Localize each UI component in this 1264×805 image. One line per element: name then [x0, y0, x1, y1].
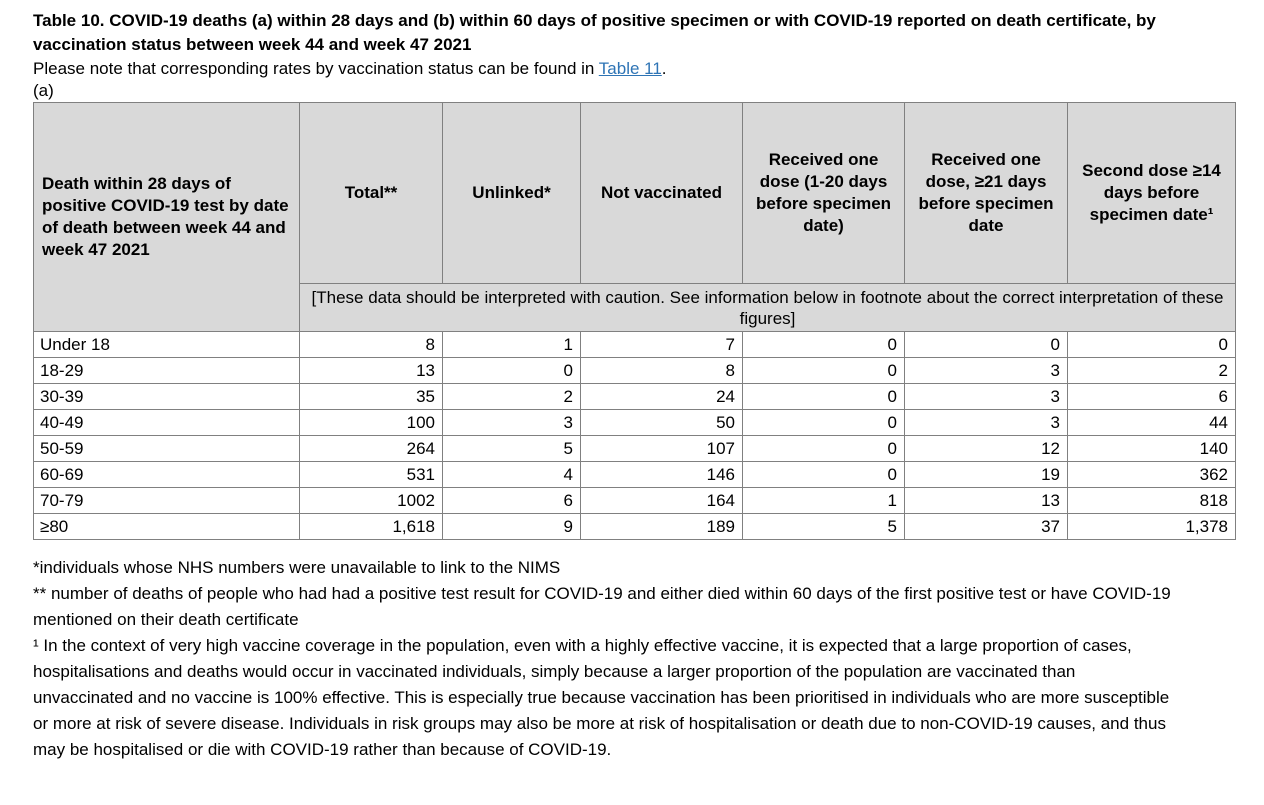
column-header-one-dose-1-20-days: Received one dose (1-20 days before specimen date) [743, 103, 905, 284]
value-cell: 12 [905, 436, 1068, 462]
table-title: Table 10. COVID-19 deaths (a) within 28 days and (b) within 60 days of positive specimen or with COVID-19 reported on death certificate, by vaccination status between week 44 and week 47 2021 [33, 11, 1156, 54]
value-cell: 1 [443, 332, 581, 358]
rates-note-prefix: Please note that corresponding rates by vaccination status can be found in [33, 59, 599, 78]
footnote-vaccine-coverage: ¹ In the context of very high vaccine coverage in the population, even with a highly effective vaccine, it is expected that a large proportion of cases, hospitalisations and deaths would occur in vaccinated individuals, simply because a larger proportion of the population are vaccinated than unvaccinated and no vaccine is 100% effective. This is especially true because vaccination has been prioritised in individuals who are more susceptible or more at risk of severe disease. Individuals in risk groups may also be more at risk of hospitalisation or death due to non-COVID-19 causes, and thus may be hospitalised or die with COVID-19 rather than because of COVID-19. [33, 636, 1170, 759]
value-cell: 19 [905, 462, 1068, 488]
value-cell: 0 [443, 358, 581, 384]
value-cell: 0 [743, 358, 905, 384]
value-cell: 818 [1068, 488, 1236, 514]
age-group-label: 18-29 [34, 358, 300, 384]
column-header-not-vaccinated: Not vaccinated [581, 103, 743, 284]
footnotes-section [33, 555, 1178, 763]
value-cell: 164 [581, 488, 743, 514]
value-cell: 3 [443, 410, 581, 436]
value-cell: 1,378 [1068, 514, 1236, 540]
value-cell: 0 [743, 462, 905, 488]
value-cell: 13 [905, 488, 1068, 514]
table-row [34, 436, 1236, 462]
value-cell: 6 [1068, 384, 1236, 410]
value-cell: 0 [743, 332, 905, 358]
value-cell: 531 [300, 462, 443, 488]
value-cell: 0 [743, 436, 905, 462]
header-row [34, 103, 1236, 284]
table-row [34, 358, 1236, 384]
value-cell: 8 [300, 332, 443, 358]
age-group-label: Under 18 [34, 332, 300, 358]
caution-note: [These data should be interpreted with caution. See information below in footnote about the correct interpretation of these figures] [300, 284, 1236, 332]
column-header-total: Total** [300, 103, 443, 284]
value-cell: 264 [300, 436, 443, 462]
value-cell: 9 [443, 514, 581, 540]
value-cell: 1,618 [300, 514, 443, 540]
table-row [34, 410, 1236, 436]
value-cell: 0 [743, 410, 905, 436]
age-group-label: 40-49 [34, 410, 300, 436]
value-cell: 140 [1068, 436, 1236, 462]
rates-note-suffix: . [661, 59, 667, 78]
column-header-unlinked: Unlinked* [443, 103, 581, 284]
column-header-one-dose-21-days: Received one dose, ≥21 days before specimen date [905, 103, 1068, 284]
age-group-label: 60-69 [34, 462, 300, 488]
value-cell: 3 [905, 410, 1068, 436]
value-cell: 5 [443, 436, 581, 462]
age-group-label: ≥80 [34, 514, 300, 540]
value-cell: 44 [1068, 410, 1236, 436]
table-row [34, 384, 1236, 410]
value-cell: 362 [1068, 462, 1236, 488]
age-group-label: 30-39 [34, 384, 300, 410]
table-row [34, 462, 1236, 488]
row-header-cell: Death within 28 days of positive COVID-19 test by date of death between week 44 and week 47 2021 [34, 103, 300, 332]
value-cell: 3 [905, 384, 1068, 410]
value-cell: 4 [443, 462, 581, 488]
value-cell: 0 [1068, 332, 1236, 358]
table-row [34, 514, 1236, 540]
age-group-label: 50-59 [34, 436, 300, 462]
value-cell: 3 [905, 358, 1068, 384]
column-header-second-dose: Second dose ≥14 days before specimen date¹ [1068, 103, 1236, 284]
value-cell: 7 [581, 332, 743, 358]
section-label-a: (a) [33, 81, 54, 100]
value-cell: 2 [1068, 358, 1236, 384]
age-group-label: 70-79 [34, 488, 300, 514]
table-11-link[interactable]: Table 11 [598, 59, 662, 78]
value-cell: 6 [443, 488, 581, 514]
value-cell: 100 [300, 410, 443, 436]
value-cell: 2 [443, 384, 581, 410]
value-cell: 107 [581, 436, 743, 462]
value-cell: 1 [743, 488, 905, 514]
footnote-total: ** number of deaths of people who had had a positive test result for COVID-19 and either died within 60 days of the first positive test or have COVID-19 mentioned on their death certificate [33, 584, 1171, 629]
table-row [34, 488, 1236, 514]
value-cell: 8 [581, 358, 743, 384]
value-cell: 37 [905, 514, 1068, 540]
value-cell: 189 [581, 514, 743, 540]
table-row [34, 332, 1236, 358]
rates-note [33, 58, 1234, 80]
value-cell: 146 [581, 462, 743, 488]
value-cell: 35 [300, 384, 443, 410]
value-cell: 0 [743, 384, 905, 410]
deaths-28-days-table [33, 102, 1236, 540]
value-cell: 0 [905, 332, 1068, 358]
value-cell: 13 [300, 358, 443, 384]
value-cell: 5 [743, 514, 905, 540]
value-cell: 1002 [300, 488, 443, 514]
value-cell: 50 [581, 410, 743, 436]
value-cell: 24 [581, 384, 743, 410]
footnote-unlinked: *individuals whose NHS numbers were unavailable to link to the NIMS [33, 558, 561, 577]
